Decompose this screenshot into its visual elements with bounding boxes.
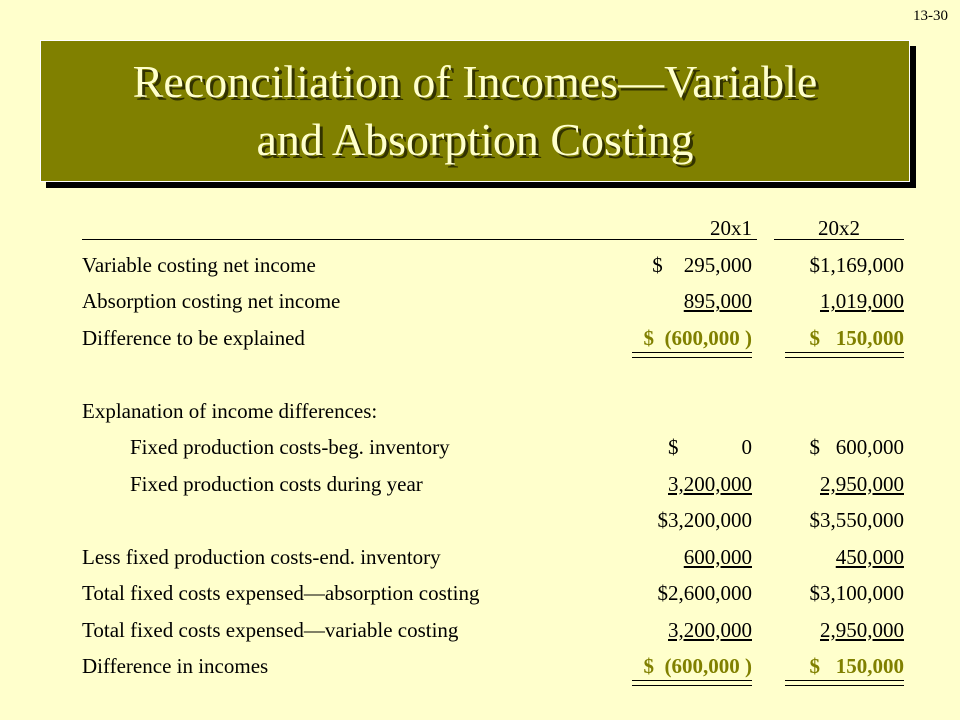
row-value-20x2: 1,019,000	[820, 289, 904, 313]
table-row	[82, 318, 907, 355]
row-value-20x2: $3,550,000	[809, 508, 904, 532]
row-value-20x1: $ (600,000 )	[643, 325, 752, 350]
title-line-1: Reconciliation of Incomes—Variable	[132, 56, 818, 107]
row-value-20x1: 895,000	[683, 289, 752, 313]
row-value-20x1: $2,600,000	[657, 581, 752, 605]
row-label: Less fixed production costs-end. inventory	[82, 544, 441, 569]
slide-number: 13-30	[913, 8, 948, 24]
table-row	[82, 646, 907, 683]
table-row	[82, 427, 907, 464]
row-value-20x2: $3,100,000	[809, 581, 904, 605]
title-box	[40, 40, 910, 182]
table-row	[82, 573, 907, 610]
row-value-20x1: $3,200,000	[657, 508, 752, 532]
row-label: Total fixed costs expensed—absorption costing	[82, 581, 480, 605]
reconciliation-table	[82, 208, 907, 683]
table-row	[82, 281, 907, 318]
table-row	[82, 500, 907, 537]
row-label: Fixed production costs during year	[130, 471, 423, 496]
row-label: Difference in incomes	[82, 654, 269, 678]
row-value-20x1: 600,000	[683, 544, 752, 569]
row-value-20x2: $1,169,000	[809, 252, 904, 277]
row-value-20x1: $ 0	[668, 435, 752, 459]
table-row	[82, 245, 907, 282]
col-header-20x1: 20x1	[710, 216, 752, 240]
double-underline	[785, 680, 904, 686]
row-value-20x1: 3,200,000	[668, 471, 752, 496]
spacer-row	[82, 354, 907, 391]
row-value-20x2: $ 600,000	[809, 435, 904, 459]
row-label: Absorption costing net income	[82, 289, 341, 313]
row-value-20x1: 3,200,000	[668, 617, 752, 642]
row-label: Fixed production costs-beg. inventory	[130, 435, 450, 459]
table-row	[82, 391, 907, 428]
row-label: Total fixed costs expensed—variable costing	[82, 617, 459, 642]
row-value-20x1: $ (600,000 )	[643, 654, 752, 678]
row-value-20x1: $ 295,000	[652, 252, 752, 277]
table-header-row	[82, 208, 907, 245]
section-label: Explanation of income differences:	[82, 398, 378, 423]
title-line-2: and Absorption Costing	[256, 114, 694, 165]
table-row	[82, 610, 907, 647]
row-label: Variable costing net income	[82, 252, 316, 277]
row-label: Difference to be explained	[82, 325, 305, 350]
row-value-20x2: 2,950,000	[820, 471, 904, 496]
row-value-20x2: $ 150,000	[809, 654, 904, 678]
col-header-20x2: 20x2	[818, 216, 860, 240]
table-row	[82, 537, 907, 574]
row-value-20x2: 450,000	[835, 544, 904, 569]
row-value-20x2: 2,950,000	[820, 617, 904, 642]
row-value-20x2: $ 150,000	[809, 325, 904, 350]
double-underline	[632, 680, 752, 686]
table-row	[82, 464, 907, 501]
